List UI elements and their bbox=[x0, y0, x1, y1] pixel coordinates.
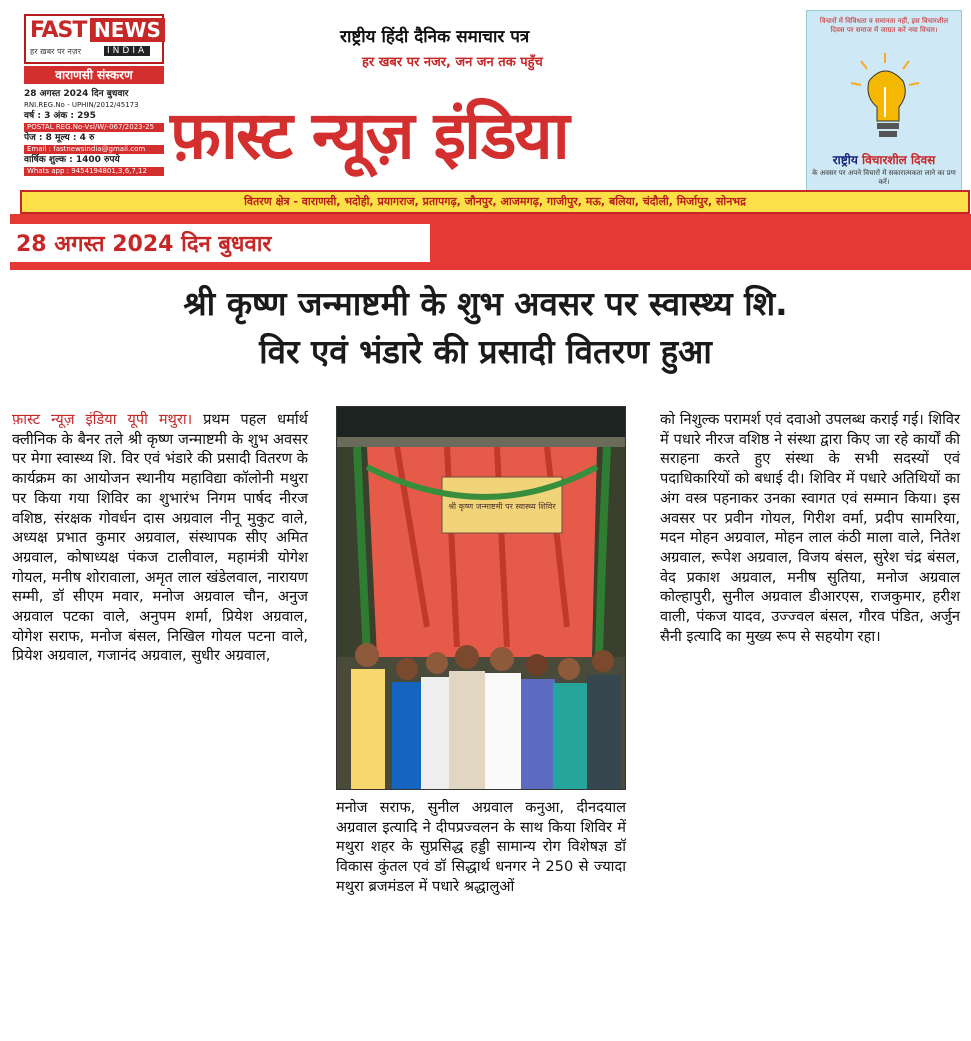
date-bar bbox=[10, 214, 971, 270]
meta-year-issue: वर्ष : 3 अंक : 295 bbox=[24, 111, 96, 121]
logo-india-text: INDIA bbox=[104, 46, 150, 56]
banner-text: श्री कृष्ण जन्माष्टमी पर स्वास्थ्य शिविर bbox=[448, 502, 556, 511]
thinking-day-ad bbox=[806, 10, 962, 192]
distribution-area: वितरण क्षेत्र - वाराणसी, भदोही, प्रयागराज, प्रतापगढ़, जौनपुर, आजमगढ़, गाजीपुर, मऊ, बलिया, चंदौली, मिर्जापुर, सोनभद्र bbox=[20, 190, 970, 214]
ad-title bbox=[807, 151, 961, 168]
paper-tagline: राष्ट्रीय हिंदी दैनिक समाचार पत्र bbox=[340, 27, 530, 47]
meta-pages-price: पेज : 8 मूल्य : 4 रु bbox=[24, 133, 95, 143]
headline-line-2: विर एवं भंडारे की प्रसादी वितरण हुआ bbox=[259, 332, 712, 371]
meta-email: Email : fastnewsindia@gmail.com bbox=[24, 145, 164, 154]
meta-whatsapp: Whats app : 9454194801,3,6,7,12 bbox=[24, 167, 164, 176]
paper-slogan: हर खबर पर नजर, जन जन तक पहुँच bbox=[362, 55, 543, 70]
masthead bbox=[10, 8, 962, 208]
logo-fast-text: FAST bbox=[30, 18, 87, 43]
logo-tagline: हर ख़बर पर नज़र bbox=[30, 47, 81, 56]
meta-annual-fee: वार्षिक शुल्क : 1400 रुपये bbox=[24, 155, 120, 165]
article-body-middle: मनोज सराफ, सुनील अग्रवाल कनुआ, दीनदयाल अग्रवाल इत्यादि ने दीपप्रज्वलन के साथ किया शिविर में मथुरा शहर के सुप्रसिद्ध हड्डी सामान्य रोग विशेषज्ञ डॉ विकास कुंतल एवं डॉ सिद्धार्थ धनगर ने 250 से ज्यादा मथुरा ब्रजमंडल में पधारे श्रद्धालुओं bbox=[336, 799, 626, 895]
meta-postal: POSTAL REG.No-Vsl/W/-067/2023-25 bbox=[24, 123, 164, 132]
article-column-right bbox=[660, 410, 960, 646]
publication-meta bbox=[24, 88, 164, 176]
article-body-left: प्रथम पहल धर्मार्थ क्लीनिक के बैनर तले श्री कृष्ण जन्माष्टमी के शुभ अवसर पर मेगा स्वास्थ्य शि. विर एवं भंडारे की प्रसादी वितरण के कार्यक्रम का आयोजन स्थानीय महाविद्या कॉलोनी मथुरा पर किया गया शिविर का शुभारंभ निगम पार्षद नीरज वशिष्ठ, संरक्षक गोवर्धन दास अग्रवाल नीनू मुकुट वाले, अध्यक्ष प्रभात कुमार अग्रवाल, संस्थापक सीए अमित अग्रवाल, कोषाध्यक्ष पंकज टालीवाल, महामंत्री योगेश गोयल, मनीष शोरावाला, अमृत लाल खंडेलवाल, नारायण सम्मी, डॉ सीएम मवार, मनोज अग्रवाल चौन, अनुज अग्रवाल पटका वाले, अनुपम शर्मा, प्रियेश अग्रवाल, योगेश सराफ, मनोज बंसल, निखिल गोयल पटना वाले, प्रियेश अग्रवाल, गजानंद अग्रवाल, सुधीर अग्रवाल, bbox=[12, 411, 308, 665]
bulb-head-icon bbox=[849, 51, 921, 143]
ad-subtitle: के अवसर पर अपने विचारों में सकारात्मकता लाने का प्रण करें। bbox=[812, 169, 956, 186]
paper-brand-title: फ़ास्ट न्यूज़ इंडिया bbox=[170, 97, 568, 174]
article-column-middle bbox=[336, 798, 626, 897]
meta-date: 28 अगस्त 2024 दिन बुधवार bbox=[24, 89, 129, 99]
article-dateline: फ़ास्ट न्यूज़ इंडिया यूपी मथुरा। bbox=[12, 411, 193, 428]
issue-date: 28 अगस्त 2024 दिन बुधवार bbox=[16, 232, 272, 257]
fast-news-logo bbox=[24, 14, 164, 64]
article-headline bbox=[0, 280, 971, 376]
article-column-left bbox=[12, 410, 308, 666]
ad-title-a: राष्ट्रीय bbox=[832, 153, 858, 167]
event-photo bbox=[336, 406, 626, 790]
ad-title-b: विचारशील दिवस bbox=[862, 153, 936, 167]
headline-line-1: श्री कृष्ण जन्माष्टमी के शुभ अवसर पर स्वास्थ्य शि. bbox=[183, 284, 788, 323]
meta-rni: RNI.REG.No - UPHIN/2012/45173 bbox=[24, 101, 139, 109]
logo-news-text: NEWS bbox=[90, 18, 165, 42]
ad-top-text: विचारों में विविधता व समानता नहीं, इस विचारशील दिवस पर समाज में जाग्रत करें नया विचार। bbox=[819, 17, 949, 34]
edition-label: वाराणसी संस्करण bbox=[24, 66, 164, 84]
event-photo-illustration bbox=[337, 407, 626, 790]
article-body-right: को निशुल्क परामर्श एवं दवाओ उपलब्ध कराई गई। शिविर में पधारे नीरज वशिष्ठ ने संस्था द्वारा किए जा रहे कार्यों की सराहना करते हुए संस्था के सभी सदस्यों एवं पदाधिकारियों को बधाई दी। शिविर में पधारे अतिथियों का अंग वस्त्र पहनाकर उनका स्वागत एवं सम्मान किया। इस अवसर पर प्रवीन गोयल, गिरीश वर्मा, प्रदीप सामरिया, मदन मोहन अग्रवाल, मोहन लाल कंठी माला वाले, नितेश अग्रवाल, रूपेश अग्रवाल, विजय बंसल, सुरेश चंद्र बंसल, वेद प्रकाश अग्रवाल, मनीष सुतिया, मनोज अग्रवाल कोल्हापुरी, सुनील अग्रवाल डीआरएस, राजकुमार, हरीश वाली, पंकज यादव, उज्ज्वल बंसल, गौरव पंडित, अर्जुन सैनी इत्यादि का मुख्य रूप से सहयोग रहा। bbox=[660, 411, 960, 645]
